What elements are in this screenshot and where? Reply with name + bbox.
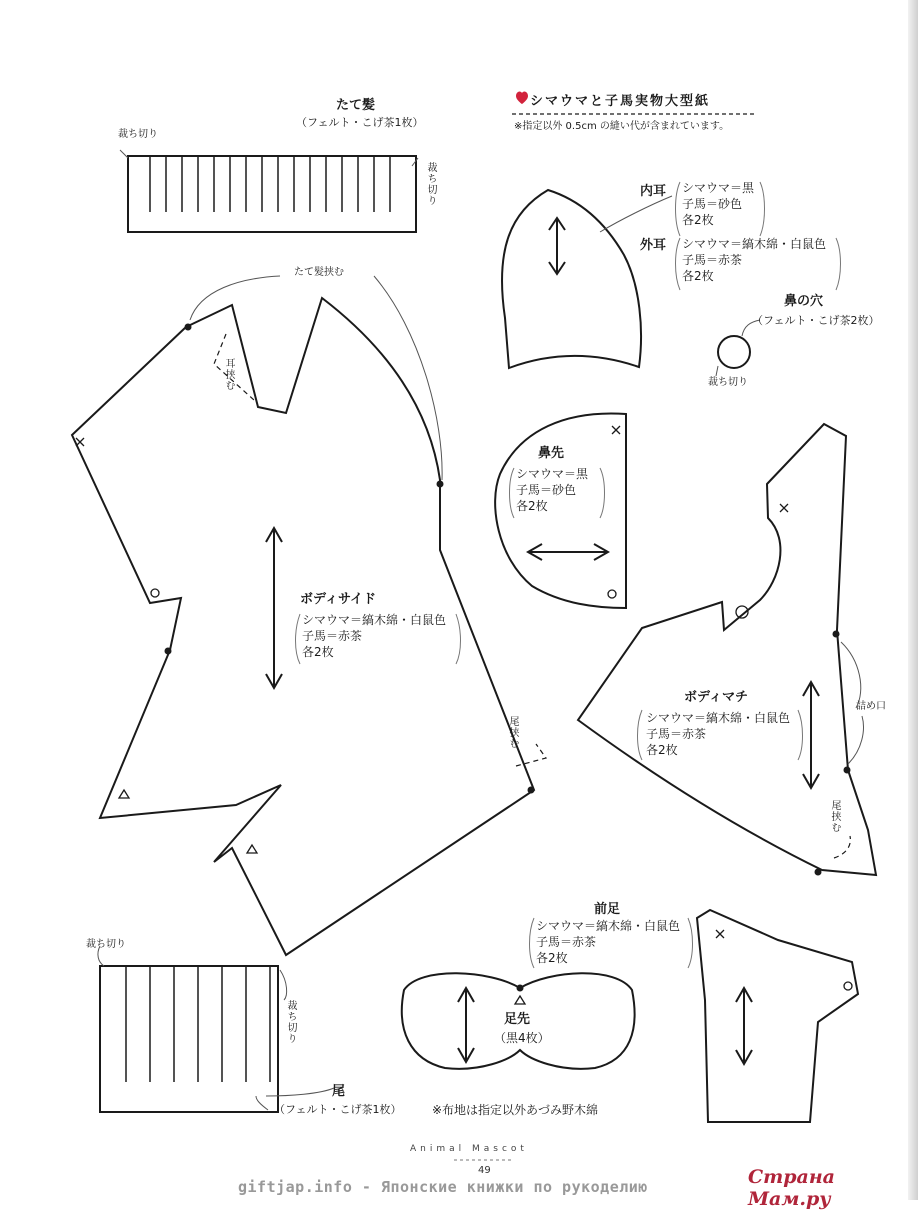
body-side-line-3: 各2枚 [302,645,334,659]
page-title: シマウマと子馬実物大型紙 [530,94,711,109]
body-side-line-2: 子馬＝赤茶 [302,629,363,643]
nostril-cut: 裁ち切り [708,377,748,388]
muzzle-piece [495,414,626,609]
hoof-label: 足先 [504,1012,531,1027]
outer-ear-line-3: 各2枚 [682,269,714,283]
body-ear-mark: 耳挟む [223,358,234,391]
gusset-label: ボディマチ [684,690,748,705]
body-side-line-1: シマウマ＝縞木綿・白鼠色 [302,613,447,627]
mane-piece [128,156,416,232]
mane-cut-side: 裁ち切り [425,162,436,206]
foreleg-line-1: シマウマ＝縞木綿・白鼠色 [536,919,681,933]
muzzle-line-1: シマウマ＝黒 [516,467,589,481]
page-number: 49 [478,1165,491,1176]
gusset-line-2: 子馬＝赤茶 [646,727,707,741]
foreleg-label: 前足 [594,902,621,917]
muzzle-line-3: 各2枚 [516,499,548,513]
outer-ear-label: 外耳 [640,238,667,253]
fabric-note: ※布地は指定以外あづみ野木綿 [432,1103,599,1117]
muzzle-label: 鼻先 [538,446,565,461]
foreleg-line-3: 各2枚 [536,951,568,965]
body-side-label: ボディサイド [300,592,377,607]
gusset-tail-mark: 尾挟む [829,800,840,833]
tail-cut-side: 裁ち切り [285,1000,296,1044]
inner-ear-label: 内耳 [640,184,667,199]
ear-piece [502,190,641,368]
nostril-piece [718,336,750,368]
nostril-label: 鼻の穴 [784,294,824,309]
outer-ear-line-1: シマウマ＝縞木綿・白鼠色 [682,237,827,251]
inner-ear-line-3: 各2枚 [682,213,714,227]
tail-label: 尾 [332,1084,346,1099]
foreleg-line-2: 子馬＝赤茶 [536,935,597,949]
seam-allowance-note: ※指定以外 0.5cm の縫い代が含まれています。 [514,121,730,132]
heart-icon [516,92,528,104]
mane-spec: （フェルト・こげ茶1枚） [296,116,424,129]
body-tail-mark: 尾挟む [507,716,518,749]
tail-spec: （フェルト・こげ茶1枚） [274,1103,402,1116]
tail-cut-top: 裁ち切り [86,939,126,950]
body-mane-mark: たて髪挟む [294,267,344,278]
outer-ear-line-2: 子馬＝赤茶 [682,253,743,267]
gusset-line-1: シマウマ＝縞木綿・白鼠色 [646,711,791,725]
series-name: Animal Mascot [410,1144,528,1154]
mane-label: たて髪 [336,98,376,113]
muzzle-line-2: 子馬＝砂色 [516,483,577,497]
gusset-line-3: 各2枚 [646,743,678,757]
nostril-spec: （フェルト・こげ茶2枚） [752,314,880,327]
foreleg-piece [697,910,858,1122]
watermark: giftjap.info - Японские книжки по рукоделию [238,1178,648,1196]
stuffing-opening-label: 詰め口 [856,701,886,712]
inner-ear-line-1: シマウマ＝黒 [682,181,755,195]
site-logo: Страна Мам.ру [748,1166,835,1210]
mane-cut-top: 裁ち切り [118,129,158,140]
inner-ear-line-2: 子馬＝砂色 [682,197,743,211]
hoof-spec: （黒4枚） [494,1031,550,1045]
